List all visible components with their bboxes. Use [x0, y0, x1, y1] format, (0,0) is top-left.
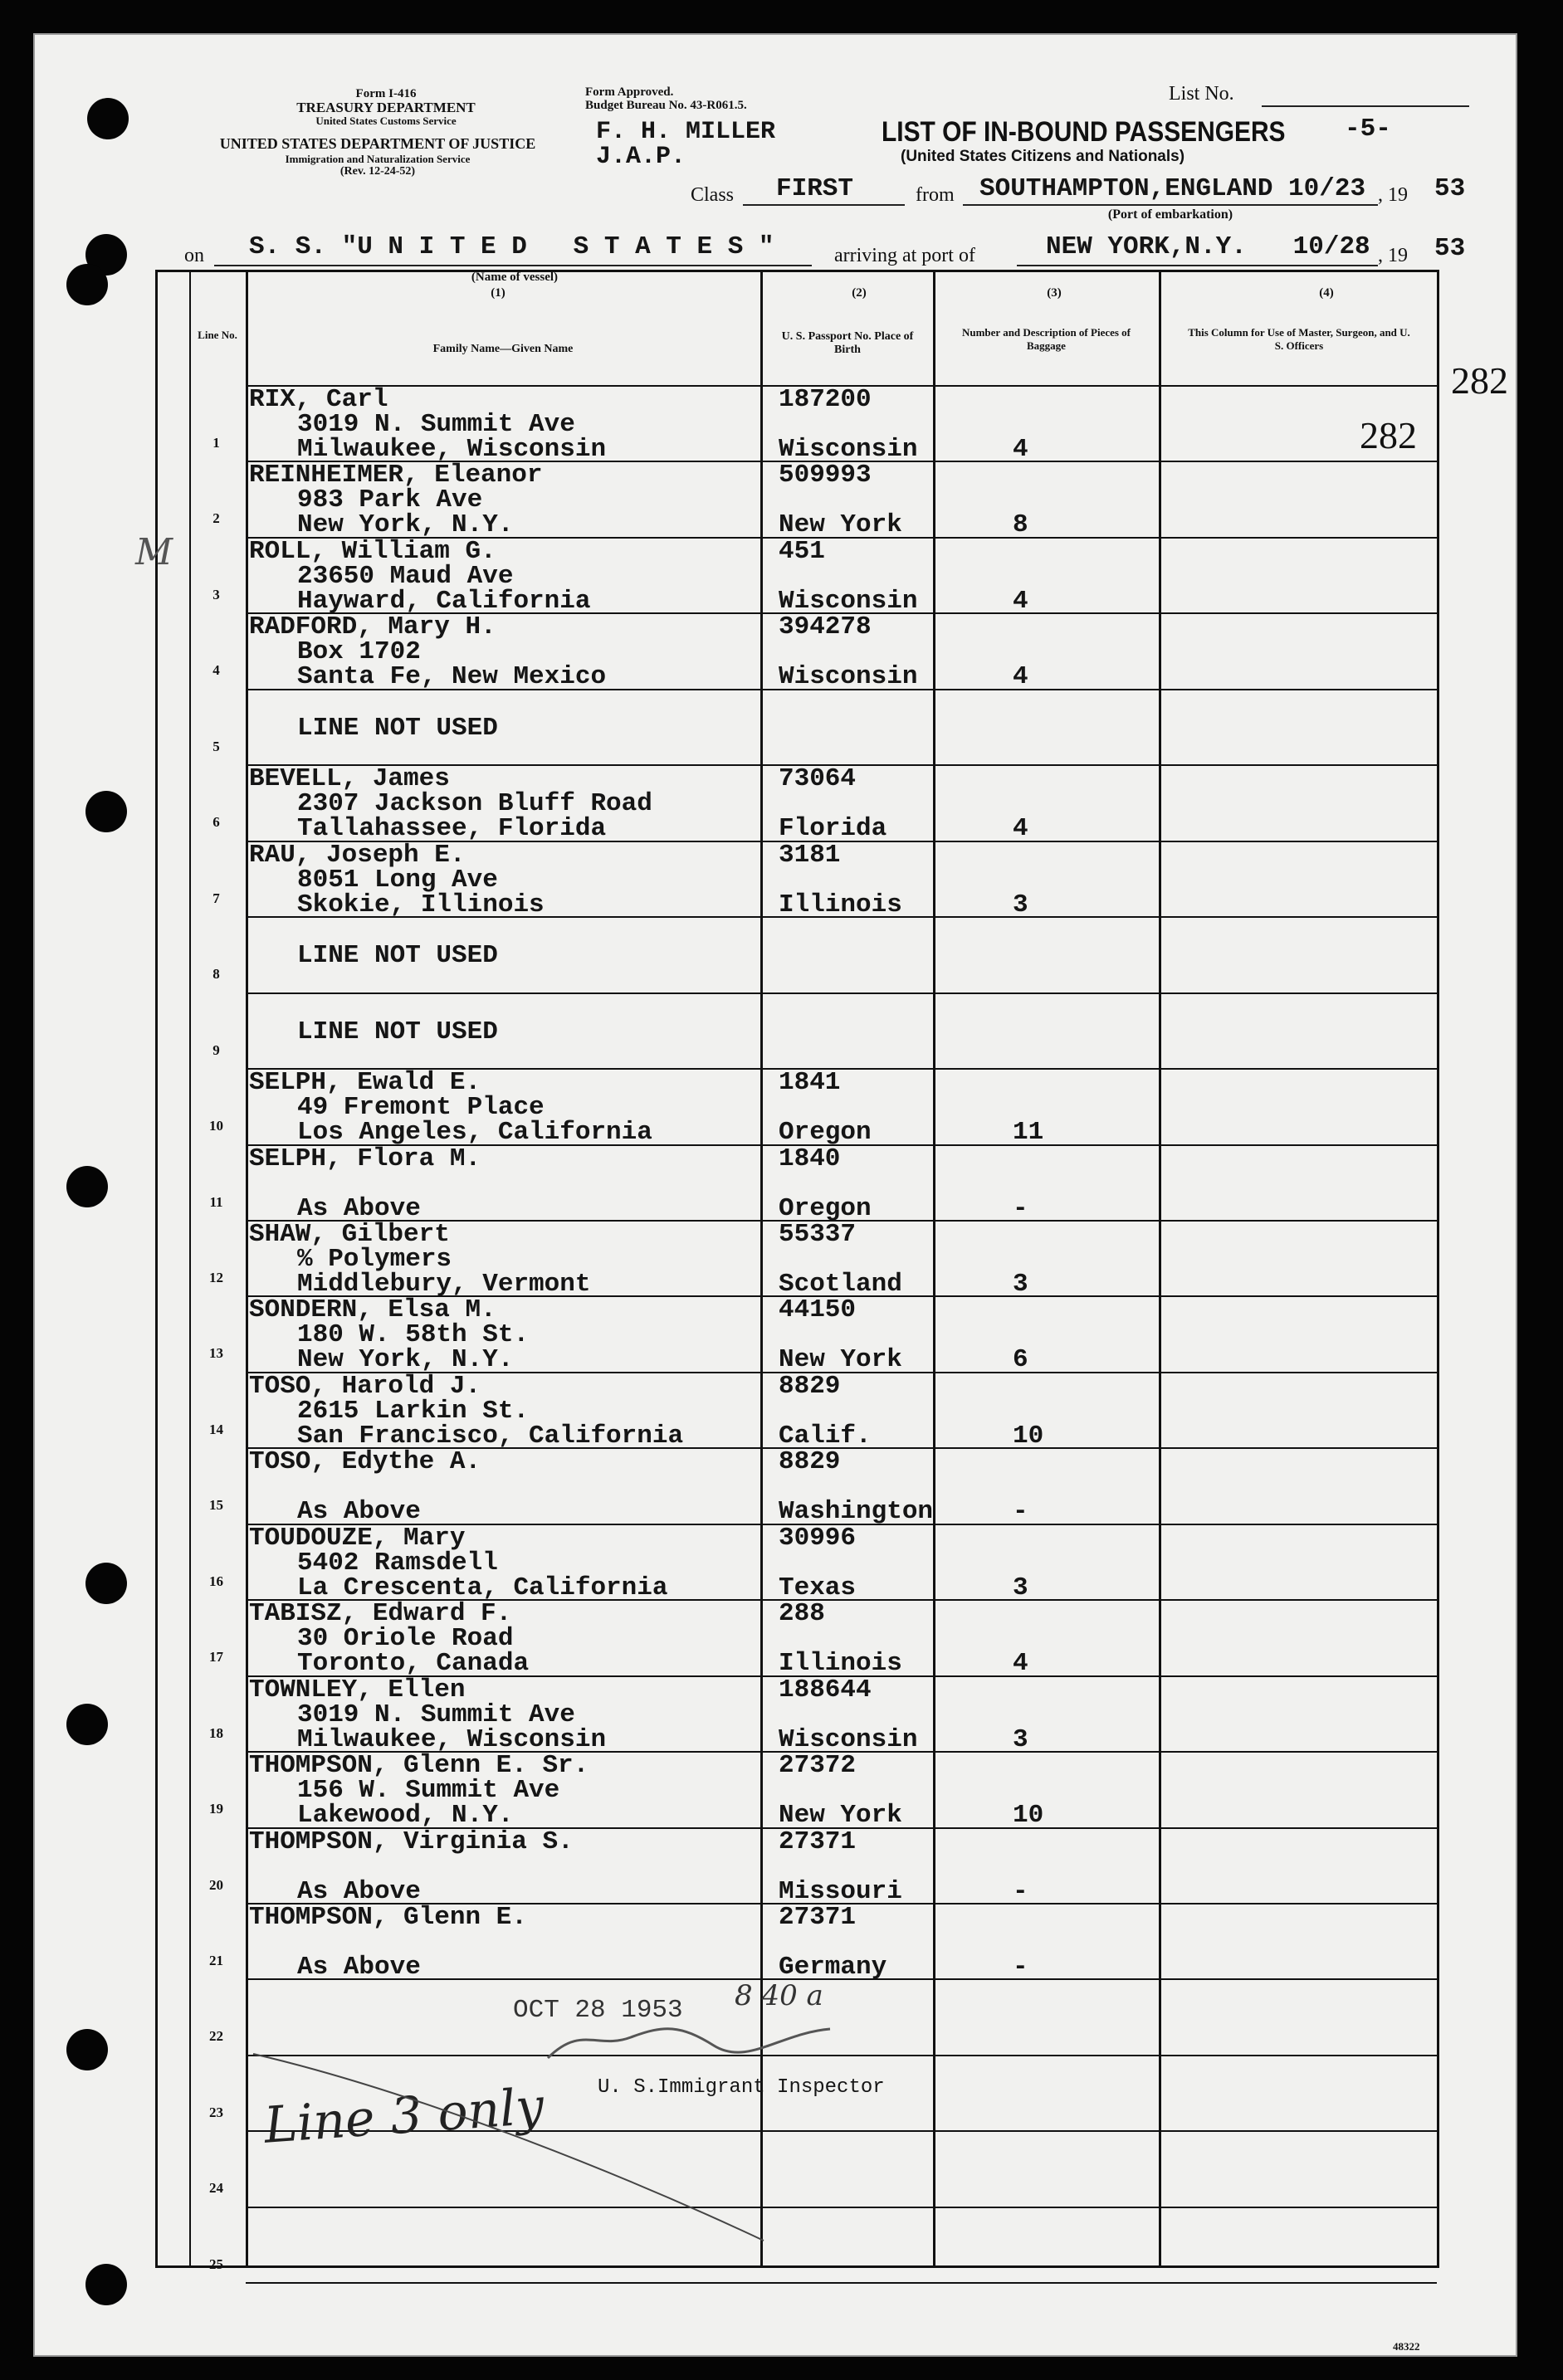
line-number: 7: [212, 890, 220, 906]
customs-service: United States Customs Service: [315, 115, 457, 127]
passenger-city: New York, N.Y.: [297, 510, 514, 540]
line-number: 22: [209, 2028, 223, 2045]
place-of-birth: Scotland: [779, 1269, 902, 1299]
passenger-city: Santa Fe, New Mexico: [297, 662, 607, 692]
line-number: 25: [209, 2256, 223, 2272]
row-rule: [246, 992, 1437, 994]
from-year: 53: [1434, 174, 1466, 203]
passport-number: 188644: [779, 1675, 872, 1705]
justice-dept: UNITED STATES DEPARTMENT OF JUSTICE: [219, 135, 536, 152]
page-number: 282: [1360, 414, 1417, 456]
line-number: 13: [209, 1345, 223, 1362]
place-of-birth: Missouri: [779, 1876, 902, 1906]
passenger-name: THOMPSON, Virginia S.: [249, 1826, 574, 1856]
passenger-name: REINHEIMER, Eleanor: [249, 461, 543, 490]
passport-number: 1840: [779, 1144, 841, 1173]
passenger-street: 2615 Larkin St.: [297, 1396, 530, 1426]
passport-number: 73064: [779, 764, 857, 794]
print-code: 48322: [1393, 2340, 1420, 2353]
baggage-count: 4: [1013, 1649, 1028, 1679]
passenger-city: As Above: [297, 1876, 421, 1906]
vessel-underline: [214, 265, 812, 266]
place-of-birth: Illinois: [779, 1649, 902, 1679]
treasury-dept: TREASURY DEPARTMENT: [296, 100, 476, 115]
passenger-name: RIX, Carl: [249, 385, 388, 414]
line-number: 14: [209, 1421, 223, 1437]
baggage-count: 4: [1013, 662, 1028, 692]
arrival-port: NEW YORK,N.Y. 10/28: [1046, 232, 1370, 261]
place-of-birth: Oregon: [779, 1118, 872, 1148]
line-number: 20: [209, 1876, 223, 1893]
place-of-birth: Germany: [779, 1953, 887, 1982]
row-rule: [246, 2282, 1437, 2284]
passport-number: 451: [779, 536, 825, 566]
line-number: 4: [212, 662, 220, 679]
header-line-no: Line No.: [198, 329, 237, 341]
from-underline: [963, 204, 1378, 206]
line-number: 12: [209, 1269, 223, 1285]
line-number: 8: [212, 966, 220, 983]
typed-officer-name: F. H. MILLER: [596, 118, 776, 146]
passenger-street: 49 Fremont Place: [297, 1093, 545, 1123]
baggage-count: 8: [1013, 510, 1028, 540]
line-number: 23: [209, 2104, 223, 2120]
passenger-city: As Above: [297, 1497, 421, 1527]
passenger-name: SELPH, Ewald E.: [249, 1068, 481, 1098]
passenger-city: Lakewood, N.Y.: [297, 1801, 514, 1831]
baggage-count: 3: [1013, 890, 1028, 919]
passport-number: 509993: [779, 461, 872, 490]
arrival-year: 53: [1434, 234, 1466, 263]
passenger-name: RAU, Joseph E.: [249, 840, 466, 870]
arrival-stamp-date: OCT 28 1953: [513, 1996, 683, 2025]
class-value: FIRST: [776, 174, 854, 203]
place-of-birth: Illinois: [779, 890, 902, 919]
line-number: 1: [212, 435, 220, 451]
passenger-city: Skokie, Illinois: [297, 890, 545, 919]
passport-number: 27371: [779, 1903, 857, 1932]
line-number: 16: [209, 1573, 223, 1589]
vessel-name: S. S. "U N I T E D S T A T E S ": [249, 232, 774, 261]
arrival-year-prefix: , 19: [1378, 245, 1408, 266]
binder-hole: [66, 1704, 108, 1745]
passenger-name: SONDERN, Elsa M.: [249, 1295, 496, 1325]
place-of-birth: Florida: [779, 814, 887, 844]
place-of-birth: Wisconsin: [779, 662, 918, 692]
passenger-city: La Crescenta, California: [297, 1573, 668, 1602]
class-label: Class: [691, 184, 735, 206]
handwritten-note: Line 3 only: [261, 2077, 546, 2155]
baggage-count: 3: [1013, 1573, 1028, 1602]
passenger-city: Tallahassee, Florida: [297, 814, 607, 844]
line-number: 9: [212, 1041, 220, 1058]
passenger-table: [155, 270, 1439, 2272]
passport-number: 8829: [779, 1371, 841, 1401]
baggage-count: 10: [1013, 1801, 1044, 1831]
passenger-city: Los Angeles, California: [297, 1118, 652, 1148]
passenger-street: 5402 Ramsdell: [297, 1548, 498, 1578]
passenger-city: Middlebury, Vermont: [297, 1269, 591, 1299]
passenger-name: ROLL, William G.: [249, 536, 496, 566]
line-number: 21: [209, 1953, 223, 1968]
passenger-name: SHAW, Gilbert: [249, 1219, 450, 1249]
binder-hole: [85, 2264, 127, 2305]
header-baggage: Number and Description of Pieces of Baggage: [961, 326, 1131, 352]
passenger-street: 23650 Maud Ave: [297, 561, 514, 591]
passport-number: 394278: [779, 612, 872, 642]
margin-mark: M: [135, 531, 173, 573]
embarkation-port: SOUTHAMPTON,ENGLAND 10/23: [979, 174, 1366, 203]
inspector-caption: U. S.Immigrant Inspector: [598, 2076, 885, 2099]
passenger-name: BEVELL, James: [249, 764, 450, 794]
passenger-city: As Above: [297, 1193, 421, 1223]
passenger-street: 3019 N. Summit Ave: [297, 1700, 575, 1729]
header-officers: This Column for Use of Master, Surgeon, and U. S. Officers: [1188, 326, 1410, 352]
binder-hole: [85, 1563, 127, 1604]
line-number: 24: [209, 2180, 223, 2197]
passport-number: 3181: [779, 840, 841, 870]
passenger-street: 156 W. Summit Ave: [297, 1776, 560, 1806]
passenger-street: Box 1702: [297, 637, 421, 667]
stamp-time: 8 40 a: [735, 1979, 823, 2012]
passenger-street: 180 W. 58th St.: [297, 1320, 530, 1350]
from-label: from: [916, 184, 955, 206]
passenger-name: TOUDOUZE, Mary: [249, 1523, 466, 1553]
passenger-name: RADFORD, Mary H.: [249, 612, 496, 642]
passenger-street: 983 Park Ave: [297, 485, 483, 515]
embarkation-caption: (Port of embarkation): [1107, 207, 1233, 222]
place-of-birth: Calif.: [779, 1421, 872, 1451]
binder-hole: [85, 791, 127, 832]
list-title: LIST OF IN-BOUND PASSENGERS: [882, 116, 1286, 148]
baggage-count: 10: [1013, 1421, 1044, 1451]
col-divider: [933, 272, 935, 2265]
col-divider: [760, 272, 763, 2265]
line-not-used-label: LINE NOT USED: [297, 713, 498, 743]
passport-number: 30996: [779, 1523, 857, 1553]
place-of-birth: Wisconsin: [779, 1724, 918, 1754]
form-number: Form I-416: [355, 87, 417, 100]
line-number: 15: [209, 1497, 223, 1514]
on-label: on: [184, 245, 204, 266]
place-of-birth: Wisconsin: [779, 435, 918, 464]
row-rule: [246, 2207, 1437, 2208]
passport-number: 27372: [779, 1751, 857, 1781]
line-number: 5: [212, 738, 220, 754]
arrival-underline: [1017, 265, 1378, 266]
passenger-city: San Francisco, California: [297, 1421, 684, 1451]
passenger-name: TABISZ, Edward F.: [249, 1599, 512, 1629]
passenger-street: 2307 Jackson Bluff Road: [297, 789, 652, 819]
form-approved: Form Approved.: [585, 85, 674, 99]
col-number-3: (3): [1047, 286, 1062, 300]
col-number-4: (4): [1319, 286, 1334, 300]
place-of-birth: New York: [779, 510, 902, 540]
vessel-caption: (Name of vessel): [471, 271, 559, 284]
passenger-city: Milwaukee, Wisconsin: [297, 435, 607, 464]
passenger-city: Hayward, California: [297, 586, 591, 616]
passenger-city: New York, N.Y.: [297, 1345, 514, 1375]
list-no-label: List No.: [1169, 83, 1234, 105]
line-number: 18: [209, 1724, 223, 1741]
binder-hole: [66, 2029, 108, 2070]
baggage-count: 3: [1013, 1724, 1028, 1754]
passenger-name: SELPH, Flora M.: [249, 1144, 481, 1173]
line-number: 11: [209, 1193, 223, 1210]
baggage-count: -: [1013, 1193, 1028, 1223]
header-name: Family Name—Given Name: [432, 343, 574, 355]
passenger-city: Milwaukee, Wisconsin: [297, 1724, 607, 1754]
baggage-count: 11: [1013, 1118, 1044, 1148]
line-number: 19: [209, 1801, 223, 1817]
list-subtitle: (United States Citizens and Nationals): [901, 148, 1185, 165]
line-number: 10: [209, 1118, 223, 1134]
passenger-street: 8051 Long Ave: [297, 865, 498, 895]
passenger-street: % Polymers: [297, 1244, 452, 1274]
passenger-street: 3019 N. Summit Ave: [297, 410, 575, 439]
place-of-birth: New York: [779, 1345, 902, 1375]
baggage-count: -: [1013, 1876, 1028, 1906]
passenger-name: TOWNLEY, Ellen: [249, 1675, 466, 1705]
col-divider: [1159, 272, 1161, 2265]
arriving-label: arriving at port of: [834, 245, 975, 266]
row-rule: [246, 2055, 1437, 2056]
baggage-count: -: [1013, 1953, 1028, 1982]
form-revision: (Rev. 12-24-52): [339, 165, 416, 178]
line-number: 2: [212, 510, 220, 527]
binder-hole: [87, 98, 129, 139]
passport-number: 44150: [779, 1295, 857, 1325]
passenger-name: THOMPSON, Glenn E. Sr.: [249, 1751, 589, 1781]
page-number-edge: 282: [1451, 359, 1508, 402]
baggage-count: 4: [1013, 586, 1028, 616]
passport-number: 288: [779, 1599, 825, 1629]
baggage-count: 3: [1013, 1269, 1028, 1299]
baggage-count: 6: [1013, 1345, 1028, 1375]
line-not-used-label: LINE NOT USED: [297, 1017, 498, 1046]
baggage-count: -: [1013, 1497, 1028, 1527]
place-of-birth: Wisconsin: [779, 586, 918, 616]
baggage-count: 4: [1013, 814, 1028, 844]
passport-number: 55337: [779, 1219, 857, 1249]
class-underline: [743, 204, 905, 206]
list-no-value: -5-: [1345, 115, 1391, 144]
from-year-prefix: , 19: [1378, 184, 1408, 206]
passenger-name: TOSO, Harold J.: [249, 1371, 481, 1401]
binder-hole: [66, 1166, 108, 1207]
place-of-birth: Texas: [779, 1573, 857, 1602]
passport-number: 187200: [779, 385, 872, 414]
list-no-underline: [1262, 105, 1469, 107]
passport-number: 1841: [779, 1068, 841, 1098]
passenger-street: 30 Oriole Road: [297, 1624, 514, 1654]
line-number: 6: [212, 814, 220, 831]
typed-initials: J.A.P.: [596, 143, 686, 171]
budget-bureau: Budget Bureau No. 43-R061.5.: [585, 99, 747, 112]
place-of-birth: Washington: [779, 1497, 934, 1527]
line-number: 3: [212, 586, 220, 602]
passenger-name: THOMPSON, Glenn E.: [249, 1903, 527, 1932]
place-of-birth: New York: [779, 1801, 902, 1831]
passenger-city: As Above: [297, 1953, 421, 1982]
passport-number: 8829: [779, 1447, 841, 1477]
line-not-used-label: LINE NOT USED: [297, 941, 498, 971]
passport-number: 27371: [779, 1826, 857, 1856]
passenger-city: Toronto, Canada: [297, 1649, 530, 1679]
line-number: 17: [209, 1649, 223, 1666]
place-of-birth: Oregon: [779, 1193, 872, 1223]
passenger-name: TOSO, Edythe A.: [249, 1447, 481, 1477]
col-number-1: (1): [491, 286, 506, 300]
ins-service: Immigration and Naturalization Service: [285, 153, 471, 165]
baggage-count: 4: [1013, 435, 1028, 464]
binder-hole: [66, 264, 108, 305]
col-number-2: (2): [852, 286, 867, 300]
header-passport: U. S. Passport No. Place of Birth: [781, 330, 914, 356]
